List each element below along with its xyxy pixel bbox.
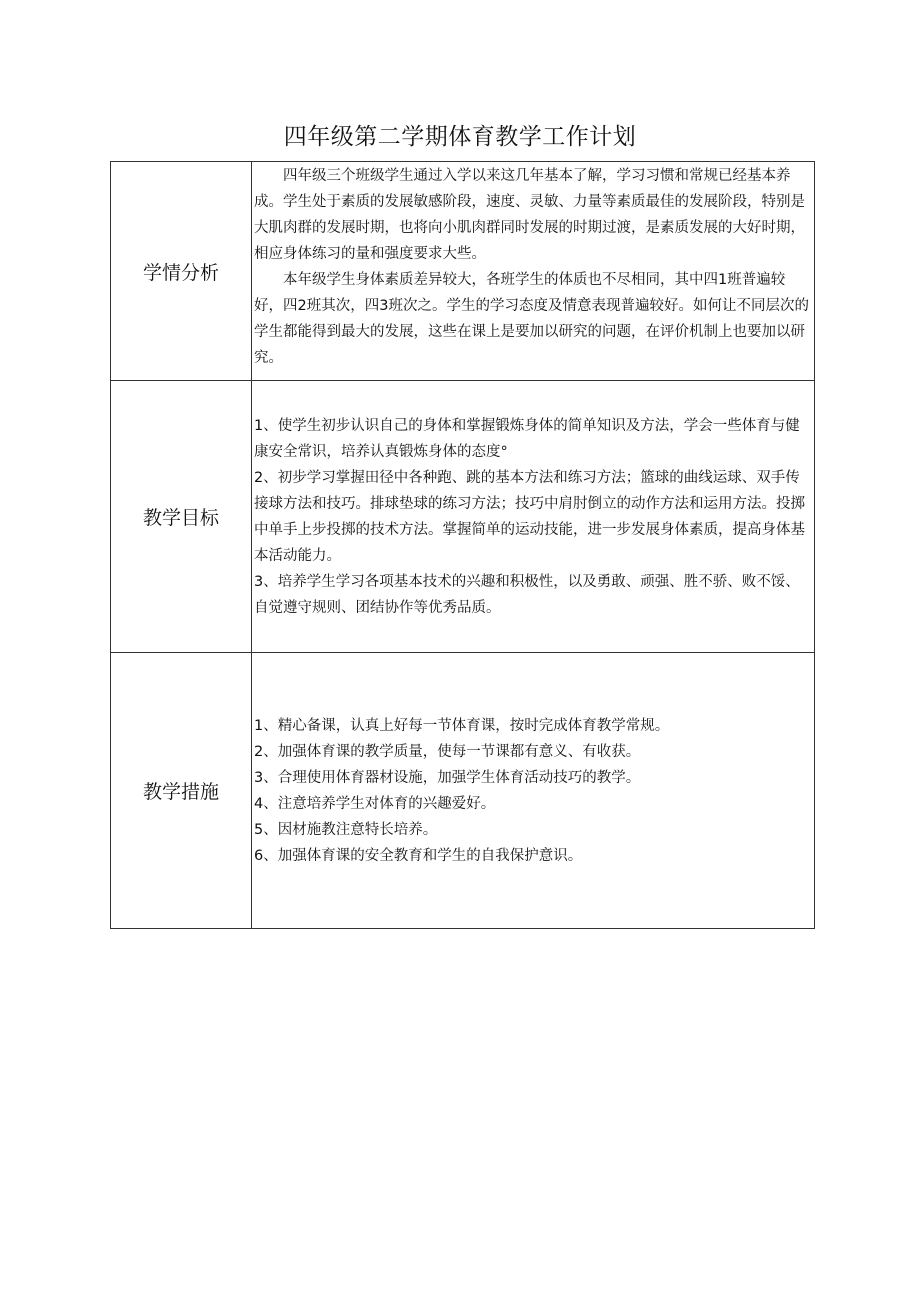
analysis-paragraph-2: 本年级学生身体素质差异较大，各班学生的体质也不尽相同，其中四1班普遍较好，四2班其次，四3班次之。学生的学习态度及情意表现普遍较好。如何让不同层次的学生都能得到最大的发展，这些在课上是要加以研究的问题，在评价机制上也要加以研究。 (254, 272, 809, 366)
goal-item-3: 3、培养学生学习各项基本技术的兴趣和积极性，以及勇敢、顽强、胜不骄、败不馁、自觉遵守规则、团结协作等优秀品质。 (254, 573, 800, 616)
analysis-content (252, 162, 815, 381)
goal-item-2: 2、初步学习掌握田径中各种跑、跳的基本方法和练习方法；篮球的曲线运球、双手传接球方法和技巧。排球垫球的练习方法；技巧中肩肘倒立的动作方法和运用方法。投掷中单手上步投掷的技术方法。掌握简单的运动技能，进一步发展身体素质，提高身体基本活动能力。 (254, 469, 805, 564)
goals-content (252, 381, 815, 653)
measure-item-2: 2、加强体育课的教学质量，使每一节课都有意义、有收获。 (254, 743, 641, 760)
analysis-paragraph-1: 四年级三个班级学生通过入学以来这几年基本了解，学习习惯和常规已经基本养成。学生处于素质的发展敏感阶段，速度、灵敏、力量等素质最佳的发展阶段，特别是大肌肉群的发展时期，也将向小肌肉群同时发展的时期过渡，是素质发展的大好时期，相应身体练习的量和强度要求大些。 (254, 168, 805, 262)
analysis-label: 学情分析 (111, 162, 252, 381)
measures-label: 教学措施 (111, 653, 252, 929)
measures-row (111, 653, 815, 929)
plan-table (110, 161, 815, 929)
measure-item-1: 1、精心备课，认真上好每一节体育课，按时完成体育教学常规。 (254, 717, 670, 734)
measure-item-3: 3、合理使用体育器材设施，加强学生体育活动技巧的教学。 (254, 769, 641, 786)
measures-content (252, 653, 815, 929)
page-title: 四年级第二学期体育教学工作计划 (283, 124, 637, 150)
goal-item-1: 1、使学生初步认识自己的身体和掌握锻炼身体的简单知识及方法，学会一些体育与健康安全常识，培养认真锻炼身体的态度° (254, 417, 800, 460)
measure-item-6: 6、加强体育课的安全教育和学生的自我保护意识。 (254, 847, 583, 864)
measure-item-4: 4、注意培养学生对体育的兴趣爱好。 (254, 795, 496, 812)
goals-label: 教学目标 (111, 381, 252, 653)
goals-row (111, 381, 815, 653)
analysis-row (111, 162, 815, 381)
measure-item-5: 5、因材施教注意特长培养。 (254, 821, 438, 838)
